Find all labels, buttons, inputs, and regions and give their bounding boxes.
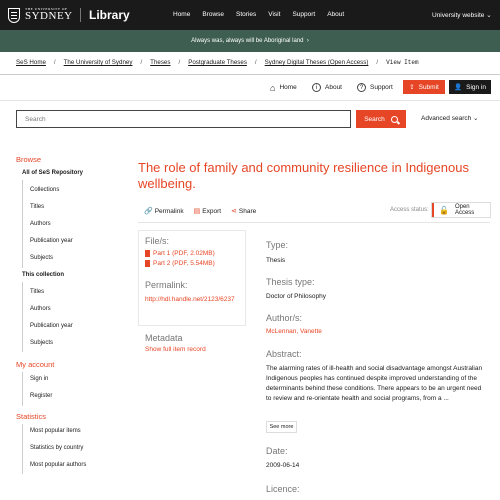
support-label: Support (370, 84, 393, 91)
sidebar-account-heading: My account (16, 360, 55, 369)
banner-text: Always was, always will be Aboriginal land (191, 38, 304, 44)
authors-label: Author/s: (266, 313, 303, 323)
sidebar-collection-titles[interactable]: Titles (30, 289, 45, 295)
permalink-url[interactable]: http://hdl.handle.net/2123/6237 (145, 296, 235, 303)
sidebar-guide-line (22, 372, 23, 406)
sidebar-statistics-by-country[interactable]: Statistics by country (30, 445, 84, 451)
sidebar-guide-line (22, 282, 23, 352)
breadcrumb-ses-home[interactable]: SeS Home (16, 59, 46, 66)
logo-divider (80, 8, 81, 22)
export-label: Export (202, 207, 222, 215)
search-button[interactable] (356, 110, 406, 128)
abstract-text: The alarming rates of ill-health and social disadvantage amongst Australian Indigenous peoples has continued despite improved understanding of the determinants behind these conditions. There appears to be an urgent need to review and re-orientate health and social programs, from a ... (266, 365, 483, 403)
divider (138, 222, 490, 223)
chevron-down-icon: ⌄ (473, 115, 479, 122)
sidebar-item-authors[interactable]: Authors (30, 221, 51, 227)
pdf-icon (145, 260, 150, 267)
sign-in-label: Sign in (466, 83, 486, 91)
nav-support[interactable]: Support (292, 11, 316, 18)
breadcrumb-separator: / (178, 59, 181, 66)
site-name[interactable]: Library (89, 8, 130, 22)
licence-label: Licence: (266, 484, 300, 494)
university-logo[interactable] (8, 5, 73, 25)
type-value: Thesis (266, 257, 286, 264)
nav-stories[interactable]: Stories (236, 11, 257, 18)
university-website-link[interactable] (432, 11, 492, 19)
nav-visit[interactable]: Visit (268, 11, 281, 18)
full-record-link[interactable]: Show full item record (145, 346, 206, 353)
item-title: The role of family and community resilience in Indigenous wellbeing. (138, 160, 469, 192)
breadcrumb-digital-theses[interactable]: Sydney Digital Theses (Open Access) (264, 59, 369, 66)
nav-home[interactable]: Home (173, 11, 191, 18)
breadcrumb-separator: / (376, 59, 379, 66)
access-status-value: Open Access (454, 204, 475, 216)
sidebar-guide-line (22, 424, 23, 474)
chevron-right-icon: › (305, 38, 309, 44)
submit-button[interactable] (403, 80, 445, 94)
sidebar-statistics-heading: Statistics (16, 412, 47, 421)
sidebar-item-subjects[interactable]: Subjects (30, 255, 54, 261)
access-status-label: Access status: (390, 207, 429, 213)
university-website-label: University website (432, 12, 485, 19)
breadcrumb-postgraduate[interactable]: Postgraduate Theses (188, 59, 247, 66)
divider (0, 100, 500, 101)
sidebar-item-publication-year[interactable]: Publication year (30, 238, 73, 244)
logo-small-text: THE UNIVERSITY OF (25, 6, 68, 11)
breadcrumb-theses[interactable]: Theses (150, 59, 171, 66)
permalink-label: Permalink (154, 207, 184, 215)
date-value: 2009-06-14 (266, 462, 300, 469)
sidebar-browse-heading: Browse (16, 155, 42, 164)
sidebar-guide-line (22, 180, 23, 268)
logo-big-text: SYDNEY (25, 10, 73, 23)
access-status-badge (432, 203, 490, 217)
top-bar (0, 0, 500, 30)
export-button[interactable] (194, 207, 221, 215)
sidebar-most-popular-items[interactable]: Most popular items (30, 428, 81, 434)
help-icon: ? (357, 83, 366, 92)
support-link[interactable] (357, 81, 393, 94)
open-lock-icon: 🔓 (439, 205, 449, 215)
share-button[interactable] (231, 207, 256, 215)
file-link-part-1[interactable] (145, 250, 215, 257)
breadcrumb-separator: / (53, 59, 56, 66)
acknowledgement-banner[interactable] (0, 30, 500, 52)
file-part-2-label: Part 2 (PDF, 5.54MB) (153, 260, 215, 267)
breadcrumb-separator: / (254, 59, 257, 66)
sidebar-collection-authors[interactable]: Authors (30, 306, 51, 312)
nav-about[interactable]: About (327, 11, 345, 18)
divider (0, 74, 500, 75)
breadcrumb (16, 59, 419, 66)
about-label: About (325, 84, 342, 91)
file-link-part-2[interactable] (145, 260, 215, 267)
breadcrumb-separator: / (140, 59, 143, 66)
sign-in-button[interactable] (449, 80, 491, 94)
chevron-down-icon: ⌄ (486, 12, 492, 19)
permalink-button[interactable] (144, 207, 184, 215)
home-link[interactable] (270, 81, 297, 94)
search-icon (391, 116, 398, 123)
advanced-search-link[interactable] (421, 114, 479, 122)
abstract-label: Abstract: (266, 349, 302, 359)
sidebar-collection-publication-year[interactable]: Publication year (30, 323, 73, 329)
search-input[interactable]: Search (16, 110, 351, 128)
home-icon: ⌂ (270, 82, 276, 93)
sidebar-most-popular-authors[interactable]: Most popular authors (30, 462, 87, 468)
export-icon: ▤ (193, 208, 201, 215)
file-part-1-label: Part 1 (PDF, 2.02MB) (153, 250, 215, 257)
see-more-button[interactable]: See more (266, 421, 297, 433)
link-icon: 🔗 (144, 208, 153, 215)
breadcrumb-current: View Item (386, 59, 419, 66)
type-label: Type: (266, 240, 289, 250)
sidebar-this-collection: This collection (22, 272, 65, 278)
share-icon: ⋖ (231, 208, 237, 215)
top-nav (173, 11, 356, 18)
user-icon: 👤 (454, 84, 463, 91)
about-link[interactable] (312, 81, 342, 94)
item-actions (144, 207, 266, 215)
share-label: Share (238, 207, 257, 215)
thesis-type-label: Thesis type: (266, 277, 315, 287)
sidebar-item-titles[interactable]: Titles (30, 204, 45, 210)
breadcrumb-university[interactable]: The University of Sydney (63, 59, 133, 66)
sidebar-sign-in[interactable]: Sign in (30, 376, 49, 382)
date-label: Date: (266, 446, 288, 456)
pdf-icon (145, 250, 150, 257)
author-link[interactable]: McLennan, Vanette (266, 328, 322, 335)
nav-browse[interactable]: Browse (202, 11, 225, 18)
info-icon: i (312, 83, 321, 92)
upload-icon: ⇪ (409, 84, 415, 91)
thesis-type-value: Doctor of Philosophy (266, 293, 326, 300)
sidebar-all-repo: All of SeS Repository (22, 170, 84, 176)
files-label: File/s: (145, 236, 170, 246)
submit-label: Submit (418, 83, 439, 91)
home-label: Home (279, 84, 297, 91)
advanced-search-label: Advanced search (421, 115, 472, 122)
sidebar-collection-subjects[interactable]: Subjects (30, 340, 54, 346)
permalink-heading: Permalink: (145, 280, 188, 290)
crest-icon (8, 8, 20, 23)
search-button-label: Search (364, 115, 385, 123)
metadata-heading: Metadata (145, 333, 183, 343)
sidebar-item-collections[interactable]: Collections (30, 187, 60, 193)
sidebar-register[interactable]: Register (30, 393, 53, 399)
